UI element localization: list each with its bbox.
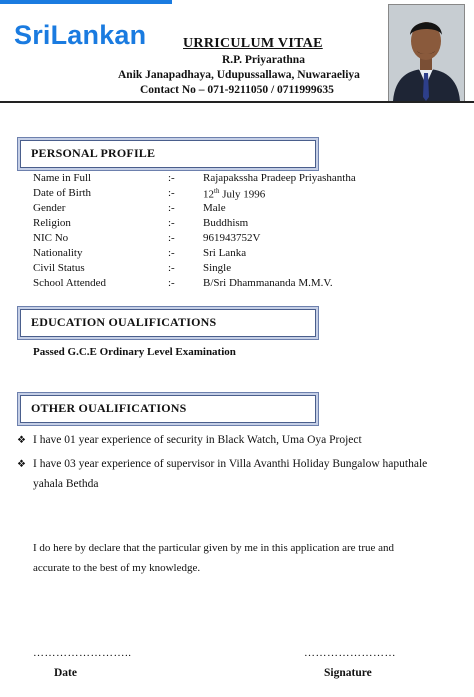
date-label: Date — [54, 667, 77, 679]
cv-title: URRICULUM VITAE — [183, 36, 323, 51]
profile-separator: :- — [168, 277, 175, 289]
declaration-text — [33, 538, 463, 578]
birth-month-year: July 1996 — [219, 188, 266, 201]
profile-label: Date of Birth — [33, 187, 92, 199]
person-photo-icon — [389, 5, 464, 101]
profile-separator: :- — [168, 172, 175, 184]
bullet-icon: ❖ — [17, 459, 26, 470]
profile-photo — [388, 4, 465, 102]
other-item: I have 01 year experience of security in Black Watch, Uma Oya Project — [33, 434, 362, 446]
profile-separator: :- — [168, 247, 175, 259]
profile-label: School Attended — [33, 277, 107, 289]
applicant-name: R.P. Priyarathna — [222, 54, 305, 66]
profile-label: Religion — [33, 217, 71, 229]
profile-value: B/Sri Dhammananda M.M.V. — [203, 277, 333, 289]
profile-label: NIC No — [33, 232, 69, 244]
profile-value: Rajapakssha Pradeep Priyashantha — [203, 172, 356, 184]
birth-day: 12 — [203, 188, 214, 201]
personal-profile-heading: PERSONAL PROFILE — [31, 146, 156, 160]
birth-day-suffix: th — [214, 187, 220, 195]
personal-profile-heading-box — [20, 140, 316, 168]
signature-dotted-line: …………………… — [304, 647, 396, 659]
profile-separator: :- — [168, 232, 175, 244]
other-heading: OTHER OUALIFICATIONS — [31, 401, 187, 415]
profile-value: Single — [203, 262, 232, 274]
contact-number: Contact No – 071-9211050 / 0711999635 — [140, 84, 334, 96]
applicant-address: Anik Janapadhaya, Udupussallawa, Nuwaraeliya — [118, 69, 360, 81]
profile-separator: :- — [168, 202, 175, 214]
other-item-continued: yahala Bethda — [33, 478, 99, 490]
profile-value: 961943752V — [203, 232, 261, 244]
declaration-line: accurate to the best of my knowledge. — [33, 562, 201, 574]
profile-label: Nationality — [33, 247, 83, 259]
other-item: I have 03 year experience of supervisor in Villa Avanthi Holiday Bungalow haputhale — [33, 458, 428, 470]
profile-value: Male — [203, 202, 226, 214]
other-heading-box — [20, 395, 316, 423]
header-divider — [0, 101, 474, 103]
signature-label: Signature — [324, 667, 372, 679]
profile-label: Name in Full — [33, 172, 92, 184]
profile-value: Sri Lanka — [203, 247, 247, 259]
education-heading: EDUCATION OUALIFICATIONS — [31, 315, 217, 329]
profile-label: Civil Status — [33, 262, 85, 274]
profile-separator: :- — [168, 217, 175, 229]
profile-separator: :- — [168, 262, 175, 274]
education-heading-box — [20, 309, 316, 337]
brand-logo-text: SriLankan — [14, 20, 147, 50]
profile-value — [203, 187, 265, 201]
profile-label: Gender — [33, 202, 66, 214]
profile-value: Buddhism — [203, 217, 249, 229]
declaration-line: I do here by declare that the particular given by me in this application are true and — [33, 542, 395, 554]
bullet-icon: ❖ — [17, 435, 26, 446]
top-accent-bar — [0, 0, 172, 4]
profile-separator: :- — [168, 187, 175, 199]
date-dotted-line: …………………….. — [33, 647, 132, 659]
education-item: Passed G.C.E Ordinary Level Examination — [33, 346, 236, 358]
